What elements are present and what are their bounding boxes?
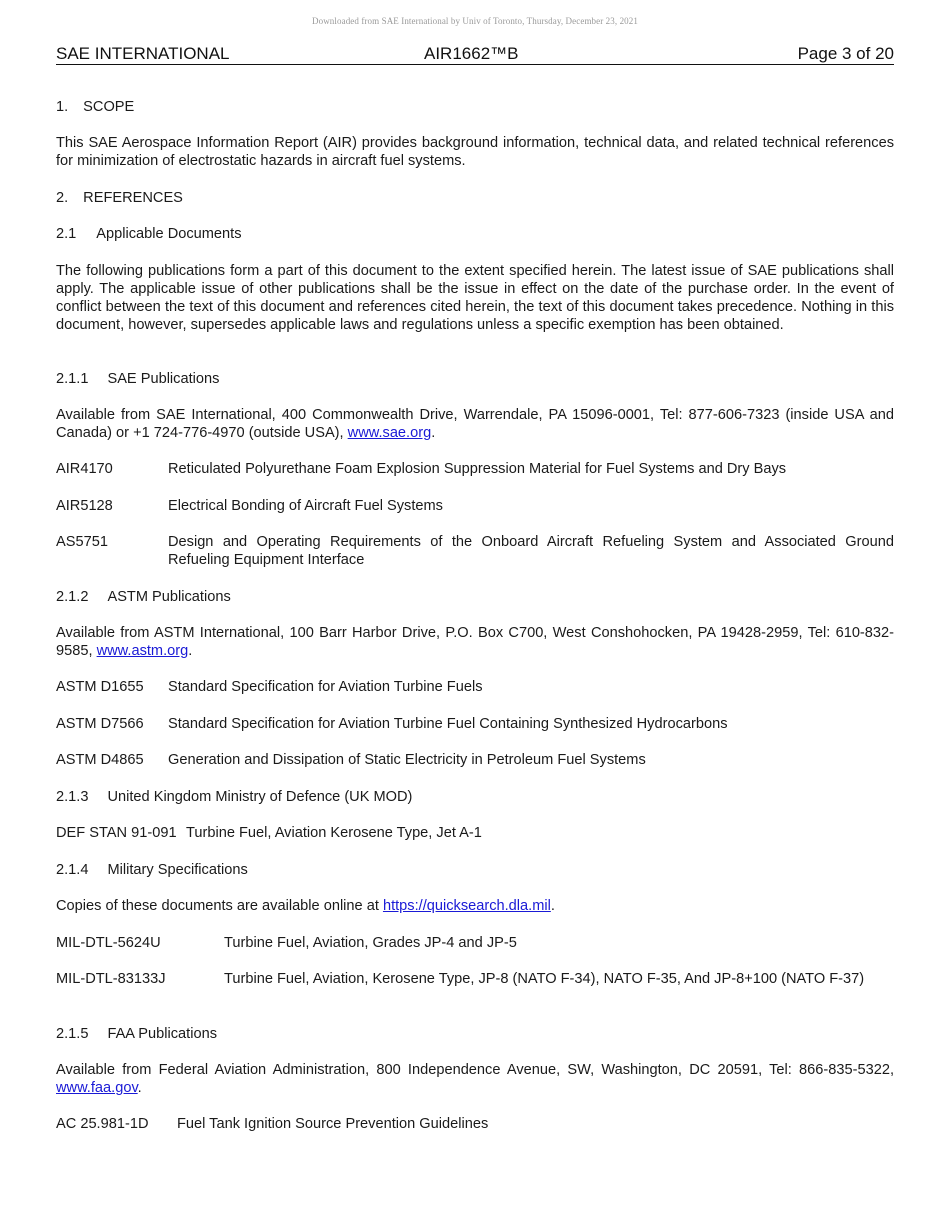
- ref-title: Reticulated Polyurethane Foam Explosion Suppression Material for Fuel Systems and Dry Bays: [168, 461, 787, 477]
- ref-title: Standard Specification for Aviation Turbine Fuel Containing Synthesized Hydrocarbons: [168, 716, 728, 732]
- section-2-1-2-heading: [56, 588, 231, 606]
- availability-text: Available from Federal Aviation Administration, 800 Independence Avenue, SW, Washington, DC 20591, Tel: 866-835-5322,: [56, 1062, 894, 1078]
- section-1-heading: [56, 98, 134, 116]
- ref-code: ASTM D7566: [56, 716, 144, 732]
- faa-availability-paragraph: Available from Federal Aviation Administration, 800 Independence Avenue, SW, Washington, DC 20591, Tel: 866-835-5322, www.faa.gov.: [56, 1062, 894, 1096]
- section-2-1-5-heading: [56, 1025, 217, 1043]
- ref-title: Turbine Fuel, Aviation, Grades JP-4 and JP-5: [224, 935, 517, 951]
- ref-title: Turbine Fuel, Aviation Kerosene Type, Jet A-1: [186, 825, 482, 841]
- ref-code: AS5751: [56, 534, 108, 550]
- section-number: 2.: [56, 190, 69, 206]
- ref-code: DEF STAN 91-091: [56, 825, 177, 841]
- section-number: 2.1.4: [56, 862, 89, 878]
- section-2-1-3-heading: [56, 788, 412, 806]
- availability-text: Copies of these documents are available online at: [56, 898, 379, 914]
- ref-code: AIR5128: [56, 498, 113, 514]
- section-number: 1.: [56, 99, 69, 115]
- availability-text: Available from ASTM International, 100 Barr Harbor Drive, P.O. Box C700, West Conshohocken, PA 19428-2959, Tel: 610-832-9585,: [56, 625, 894, 659]
- sae-availability-paragraph: Available from SAE International, 400 Commonwealth Drive, Warrendale, PA 15096-0001, Tel: 877-606-7323 (inside USA and Canada) or +1 724-776-4970 (outside USA), www.sae.org.: [56, 407, 894, 441]
- ref-title: Electrical Bonding of Aircraft Fuel Systems: [168, 498, 443, 514]
- scope-paragraph: This SAE Aerospace Information Report (AIR) provides background information, technical data, and related technical references for minimization of electrostatic hazards in aircraft fuel systems.: [56, 135, 894, 169]
- astm-website-link[interactable]: www.astm.org: [96, 643, 189, 659]
- ref-code: MIL-DTL-5624U: [56, 935, 161, 951]
- faa-website-link[interactable]: www.faa.gov: [56, 1080, 138, 1096]
- section-number: 2.1.1: [56, 371, 89, 387]
- section-title: REFERENCES: [83, 190, 183, 206]
- section-title: Military Specifications: [107, 862, 248, 878]
- ref-title: Turbine Fuel, Aviation, Kerosene Type, JP-8 (NATO F-34), NATO F-35, And JP-8+100 (NATO F-37): [224, 971, 865, 987]
- ref-title: Generation and Dissipation of Static Electricity in Petroleum Fuel Systems: [168, 752, 646, 768]
- availability-text: Available from SAE International, 400 Commonwealth Drive, Warrendale, PA 15096-0001, Tel: 877-606-7323 (inside USA and Canada) or +1 724-776-4970 (outside USA),: [56, 407, 894, 441]
- section-title: FAA Publications: [107, 1026, 217, 1042]
- header-page-number: Page 3 of 20: [797, 44, 894, 63]
- ref-code: ASTM D4865: [56, 752, 144, 768]
- ref-code: ASTM D1655: [56, 679, 144, 695]
- header-publisher: SAE INTERNATIONAL: [56, 44, 230, 63]
- section-title: SCOPE: [83, 99, 135, 115]
- astm-availability-paragraph: Available from ASTM International, 100 Barr Harbor Drive, P.O. Box C700, West Conshohocken, PA 19428-2959, Tel: 610-832-9585, www.astm.org.: [56, 625, 894, 659]
- section-title: ASTM Publications: [107, 589, 231, 605]
- section-number: 2.1: [56, 226, 77, 242]
- section-2-heading: [56, 189, 183, 207]
- download-watermark: Downloaded from SAE International by Univ of Toronto, Thursday, December 23, 2021: [312, 16, 638, 26]
- section-2-1-1-heading: [56, 370, 219, 388]
- section-title: Applicable Documents: [96, 226, 242, 242]
- section-number: 2.1.3: [56, 789, 89, 805]
- section-number: 2.1.5: [56, 1026, 89, 1042]
- ref-title: Design and Operating Requirements of the Onboard Aircraft Refueling System and Associated Ground Refueling Equipment Interface: [168, 534, 894, 568]
- dla-quicksearch-link[interactable]: https://quicksearch.dla.mil: [382, 898, 551, 914]
- section-2-1-heading: [56, 225, 242, 243]
- ref-title: Fuel Tank Ignition Source Prevention Guidelines: [177, 1116, 489, 1132]
- section-title: United Kingdom Ministry of Defence (UK MOD): [107, 789, 413, 805]
- section-title: SAE Publications: [107, 371, 220, 387]
- ref-code: AC 25.981-1D: [56, 1116, 149, 1132]
- sae-website-link[interactable]: www.sae.org: [347, 425, 432, 441]
- ref-code: AIR4170: [56, 461, 113, 477]
- section-number: 2.1.2: [56, 589, 89, 605]
- ref-code: MIL-DTL-83133J: [56, 971, 166, 987]
- applicable-documents-paragraph: The following publications form a part of this document to the extent specified herein. The latest issue of SAE publications shall apply. The applicable issue of other publications shall be the issue in effect on the date of the purchase order. In the event of conflict between the text of this document and references cited herein, the text of this document takes precedence. Nothing in this document, however, supersedes applicable laws and regulations unless a specific exemption has been obtained.: [56, 263, 894, 333]
- military-availability-text: Copies of these documents are available online at https://quicksearch.dla.mil.: [56, 898, 555, 914]
- ref-title: Standard Specification for Aviation Turbine Fuels: [168, 679, 483, 695]
- header-doc-number: AIR1662™B: [424, 44, 519, 63]
- section-2-1-4-heading: [56, 861, 248, 879]
- header-rule: [56, 64, 894, 65]
